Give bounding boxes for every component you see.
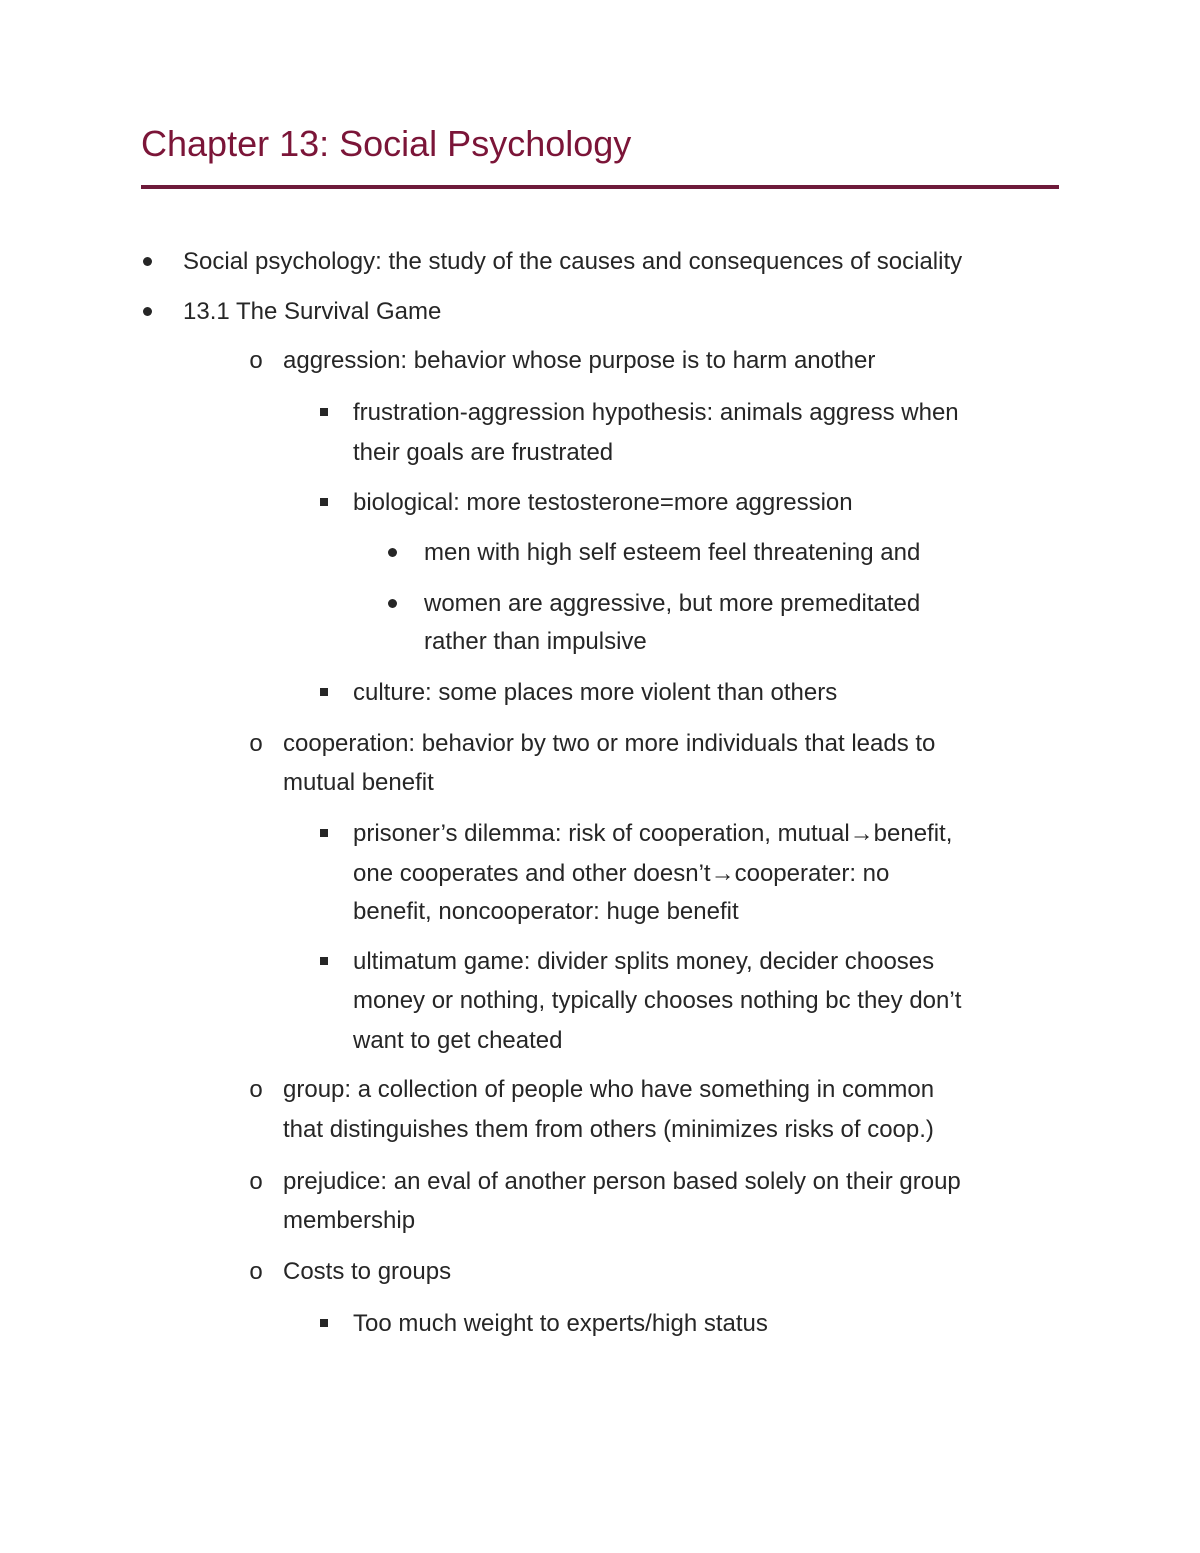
list-item-continuation: mutual benefit xyxy=(283,769,434,796)
bullet-circle-icon: o xyxy=(249,730,263,757)
bullet-circle-icon: o xyxy=(249,347,263,374)
bullet-square-icon xyxy=(320,1304,328,1343)
page-title: Chapter 13: Social Psychology xyxy=(141,123,632,164)
bullet-dot-icon xyxy=(388,533,397,572)
bullet-circle-icon: o xyxy=(249,1258,263,1285)
list-item: Too much weight to experts/high status xyxy=(353,1310,768,1337)
bullet-square-icon xyxy=(320,942,328,981)
bullet-dot-icon xyxy=(388,584,397,623)
list-item: 13.1 The Survival Game xyxy=(183,298,442,325)
list-item-continuation: rather than impulsive xyxy=(424,628,647,655)
list-item: men with high self esteem feel threatening and xyxy=(424,539,921,566)
list-item: aggression: behavior whose purpose is to harm another xyxy=(283,347,876,374)
list-item-continuation: want to get cheated xyxy=(353,1027,563,1054)
bullet-square-icon xyxy=(320,393,328,432)
list-item: Social psychology: the study of the causes and consequences of sociality xyxy=(183,248,963,275)
bullet-dot-icon xyxy=(143,242,152,281)
list-item-continuation: membership xyxy=(283,1207,416,1234)
list-item: Costs to groups xyxy=(283,1258,452,1285)
list-item: culture: some places more violent than others xyxy=(353,679,838,706)
bullet-circle-icon: o xyxy=(249,1168,263,1195)
list-item: ultimatum game: divider splits money, decider chooses xyxy=(353,948,935,975)
bullet-dot-icon xyxy=(143,292,152,331)
list-item-continuation: one cooperates and other doesn’t→cooperater: no xyxy=(353,860,890,887)
bullet-circle-icon: o xyxy=(249,1076,263,1103)
list-item: women are aggressive, but more premeditated xyxy=(424,590,921,617)
list-item: cooperation: behavior by two or more individuals that leads to xyxy=(283,730,936,757)
bullet-square-icon xyxy=(320,814,328,853)
bullet-square-icon xyxy=(320,483,328,522)
list-item: biological: more testosterone=more aggression xyxy=(353,489,853,516)
list-item-continuation: their goals are frustrated xyxy=(353,439,614,466)
list-item: group: a collection of people who have something in common xyxy=(283,1076,935,1103)
list-item: prisoner’s dilemma: risk of cooperation, mutual→benefit, xyxy=(353,820,953,847)
list-item-continuation: benefit, noncooperator: huge benefit xyxy=(353,898,739,925)
list-item-continuation: that distinguishes them from others (minimizes risks of coop.) xyxy=(283,1116,934,1143)
list-item: frustration-aggression hypothesis: animals aggress when xyxy=(353,399,959,426)
list-item-continuation: money or nothing, typically chooses nothing bc they don’t xyxy=(353,987,962,1014)
list-item: prejudice: an eval of another person based solely on their group xyxy=(283,1168,961,1195)
bullet-square-icon xyxy=(320,673,328,712)
title-divider xyxy=(141,185,1059,189)
